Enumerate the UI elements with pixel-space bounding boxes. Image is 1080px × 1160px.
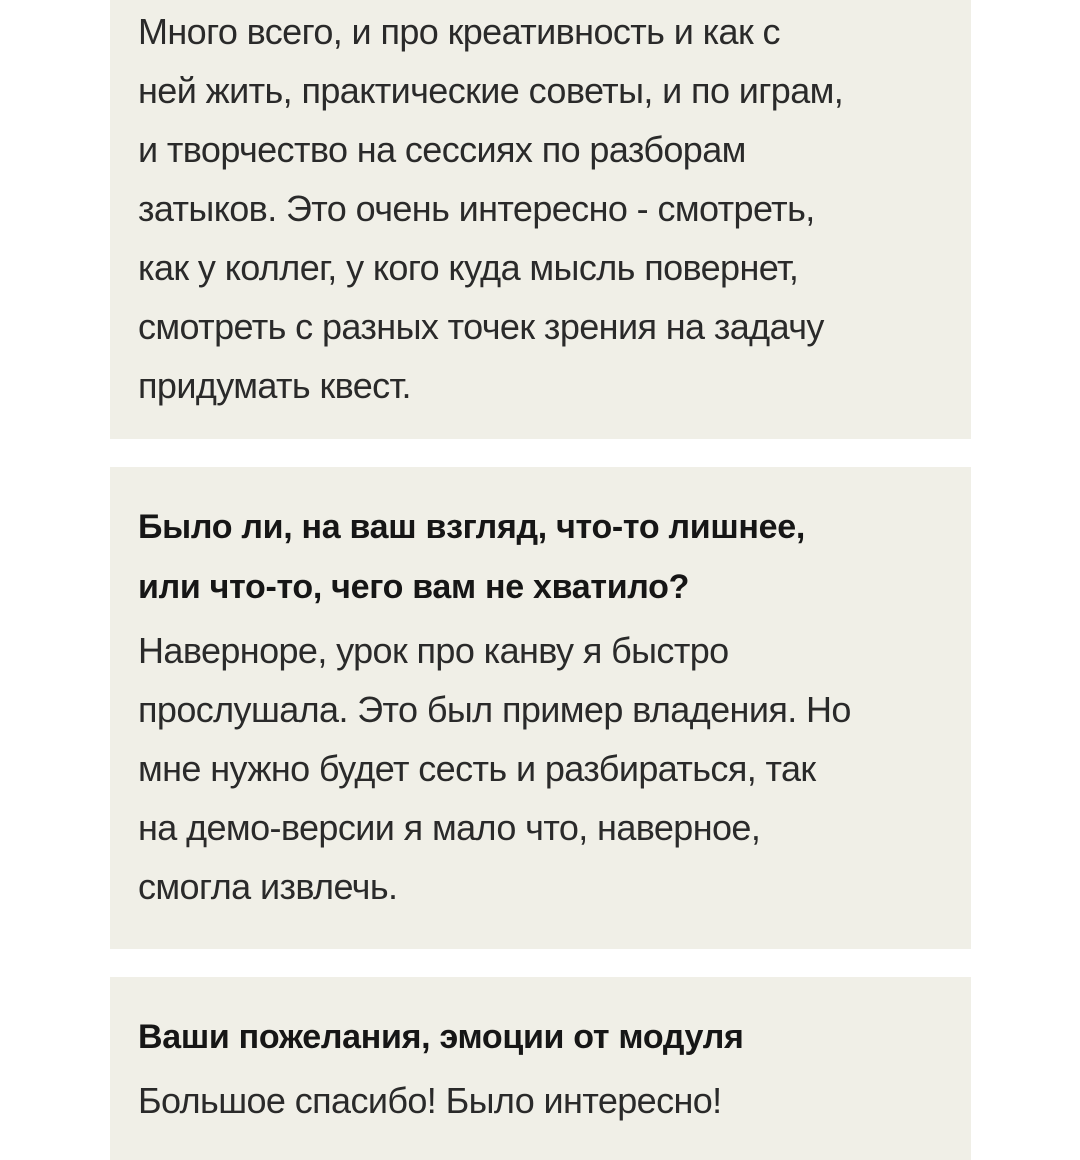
- answer-line: придумать квест.: [138, 365, 411, 406]
- answer-line: и творчество на сессиях по разборам: [138, 129, 746, 170]
- question-line: Было ли, на ваш взгляд, что-то лишнее,: [138, 508, 805, 546]
- answer-line: затыков. Это очень интересно - смотреть,: [138, 188, 815, 229]
- answer-line: Большое спасибо! Было интересно!: [138, 1080, 722, 1121]
- answer-line: ней жить, практические советы, и по играм,: [138, 70, 844, 111]
- answer-line: Много всего, и про креативность и как с: [138, 11, 780, 52]
- question-card-wishes: [110, 977, 971, 1160]
- answer-line: прослушала. Это был пример владения. Но: [138, 689, 851, 730]
- answer-line: мне нужно будет сесть и разбираться, так: [138, 748, 816, 789]
- question-line: или что-то, чего вам не хватило?: [138, 568, 690, 606]
- answer-line: смотреть с разных точек зрения на задачу: [138, 306, 824, 347]
- answer-line: как у коллег, у кого куда мысль повернет,: [138, 247, 799, 288]
- answer-text: [138, 1071, 943, 1130]
- answer-card-creativity: [110, 0, 971, 439]
- question-heading: [138, 1007, 943, 1067]
- answer-line: Наверноре, урок про канву я быстро: [138, 630, 729, 671]
- answer-text: [138, 621, 943, 916]
- answer-line: на демо-версии я мало что, наверное,: [138, 807, 761, 848]
- question-card-extra-or-missing: [110, 467, 971, 949]
- question-line: Ваши пожелания, эмоции от модуля: [138, 1018, 744, 1056]
- answer-text: [138, 2, 943, 415]
- answer-line: смогла извлечь.: [138, 866, 398, 907]
- question-heading: [138, 497, 943, 617]
